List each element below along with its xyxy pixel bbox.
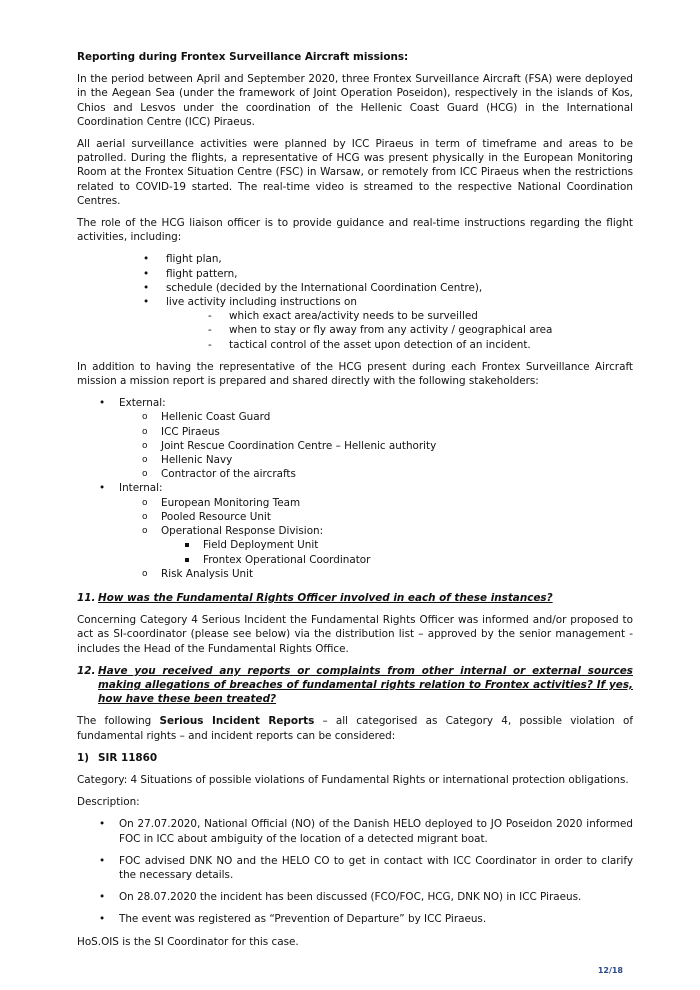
list-item: Frontex Operational Coordinator (77, 553, 633, 567)
paragraph-surveillance-planning: All aerial surveillance activities were planned by ICC Piraeus in term of timeframe and areas to be patrolled. During the flights, a representative of HCG was present physically in the European Monitoring Room at the Frontex Situation Centre (FSC) in Warsaw, or remotely from ICC Piraeus when the restrictions related to COVID-19 started. The real-time video is streamed to the respective National Coordination Centres. (77, 138, 633, 207)
list-item-external (77, 396, 633, 481)
live-activity-sublist (77, 309, 633, 352)
paragraph-fsa-deployment: In the period between April and September 2020, three Frontex Surveillance Aircraft (FSA) were deployed in the Aegean Sea (under the framework of Joint Operation Poseidon), respectively in the islands of Kos, Chios and Lesvos under the coordination of the Hellenic Coast Guard (HCG) in the International Coordination Centre (ICC) Piraeus. (77, 73, 633, 128)
description-list (77, 817, 633, 926)
list-item: o ICC Piraeus (77, 425, 633, 439)
list-item: • FOC advised DNK NO and the HELO CO to get in contact with ICC Coordinator in order to clarify the necessary details. (77, 854, 633, 882)
question-number: 11. (77, 591, 96, 604)
list-item: • On 27.07.2020, National Official (NO) of the Danish HELO deployed to JO Poseidon 2020 informed FOC in ICC about ambiguity of the location of a detected migrant boat. (77, 817, 633, 845)
list-item: • The event was registered as “Prevention of Departure” by ICC Piraeus. (77, 912, 633, 926)
list-item: o Hellenic Navy (77, 453, 633, 467)
list-item: - when to stay or fly away from any activity / geographical area (77, 323, 633, 337)
list-item: o Hellenic Coast Guard (77, 410, 633, 424)
question-number: 12. (77, 664, 96, 677)
text-span: – all categorised as Category 4, possible violation of fundamental rights – and incident reports can be considered: (77, 715, 633, 742)
list-item: - which exact area/activity needs to be surveilled (77, 309, 633, 323)
list-item: • flight plan, (77, 252, 633, 266)
list-item: • flight pattern, (77, 267, 633, 281)
list-item: Field Deployment Unit (77, 538, 633, 552)
sir-title: SIR 11860 (98, 751, 158, 764)
list-item: o Joint Rescue Coordination Centre – Hellenic authority (77, 439, 633, 453)
paragraph-mission-report: In addition to having the representative of the HCG present during each Frontex Surveillance Aircraft mission a mission report is prepared and shared directly with the following stakeholders: (77, 360, 633, 388)
paragraph-fro-involvement: Concerning Category 4 Serious Incident the Fundamental Rights Officer was informed and/or proposed to act as SI-coordinator (please see below) via the distribution list – approved by the senior management - includes the Head of the Fundamental Rights Office. (77, 614, 633, 655)
stakeholder-list (77, 396, 633, 581)
paragraph-category: Category: 4 Situations of possible violations of Fundamental Rights or international protection obligations. (77, 773, 629, 786)
internal-label: Internal: (119, 482, 163, 495)
question-12 (77, 664, 633, 707)
paragraph-hcg-role: The role of the HCG liaison officer is to provide guidance and real-time instructions regarding the flight activities, including: (77, 217, 633, 244)
description-label: Description: (77, 796, 140, 809)
text-span: The following (77, 715, 160, 728)
list-item: o Risk Analysis Unit (77, 567, 633, 581)
internal-stakeholders (77, 496, 633, 581)
page-number: 12/18 (597, 966, 623, 975)
question-text: Have you received any reports or complaints from other internal or external sources making allegations of breaches of fundamental rights relation to Frontex activities? If yes, how have these been treated? (98, 664, 633, 706)
list-item: o Contractor of the aircrafts (77, 467, 633, 481)
question-11 (77, 591, 633, 605)
list-item: • schedule (decided by the International Coordination Centre), (77, 281, 633, 295)
sir-number: 1) (77, 751, 89, 764)
list-item-internal (77, 481, 633, 580)
list-item: • live activity including instructions on (77, 295, 633, 309)
section-heading: Reporting during Frontex Surveillance Aircraft missions: (77, 51, 409, 63)
external-stakeholders (77, 410, 633, 481)
document-page (77, 50, 633, 957)
bold-span: Serious Incident Reports (159, 715, 315, 728)
question-text: How was the Fundamental Rights Officer involved in each of these instances? (98, 591, 553, 604)
list-item: o Pooled Resource Unit (77, 510, 633, 524)
paragraph-si-coordinator: HoS.OIS is the SI Coordinator for this case. (77, 935, 299, 948)
list-item: - tactical control of the asset upon detection of an incident. (77, 338, 633, 352)
ord-label: Operational Response Division: (161, 525, 324, 538)
hcg-guidance-list (77, 252, 633, 309)
external-label: External: (119, 397, 166, 410)
list-item (77, 524, 633, 567)
sir-heading (77, 751, 633, 765)
list-item: • On 28.07.2020 the incident has been discussed (FCO/FOC, HCG, DNK NO) in ICC Piraeus. (77, 890, 633, 904)
ord-units (77, 538, 633, 566)
paragraph-serious-incidents (77, 714, 633, 742)
list-item: o European Monitoring Team (77, 496, 633, 510)
